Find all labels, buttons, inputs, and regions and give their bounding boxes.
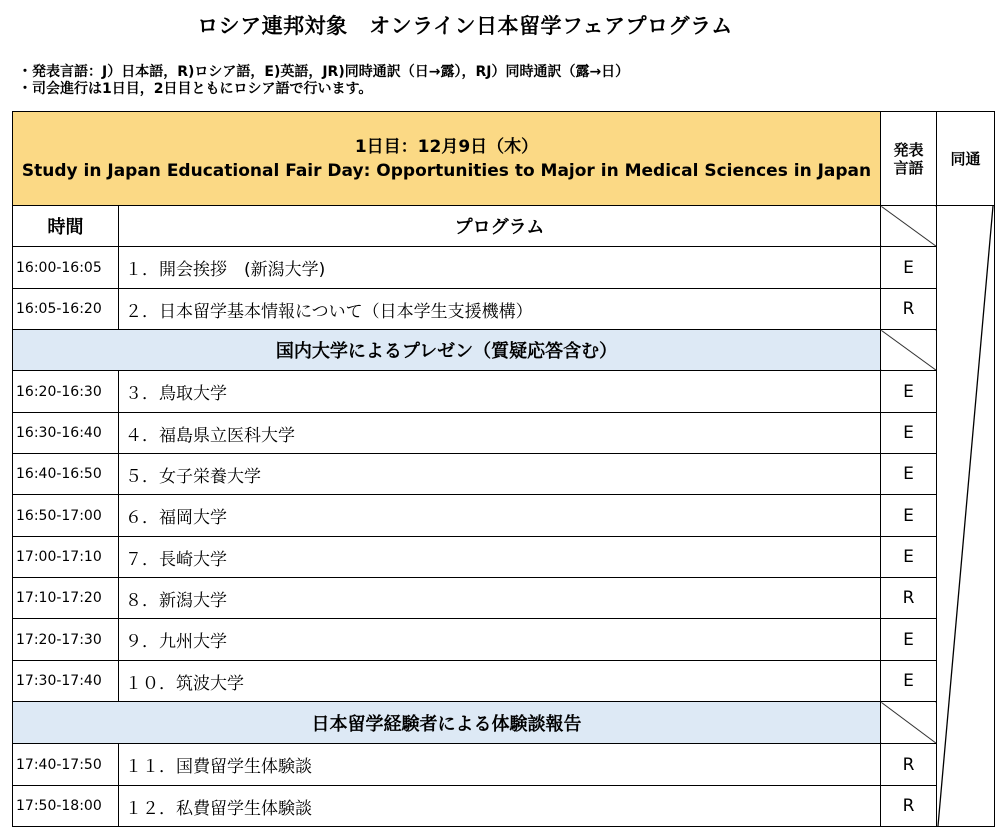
- table-row: [13, 247, 995, 289]
- section-header-experiences: 日本留学経験者による体験談報告: [13, 702, 881, 744]
- fair-subtitle: Study in Japan Educational Fair Day: Opportunities to Major in Medical Sciences in Japan: [21, 160, 872, 181]
- language-cell: R: [881, 744, 937, 786]
- time-cell: 17:20-17:30: [13, 619, 119, 661]
- language-blank-cell: [881, 702, 937, 744]
- table-row: [13, 619, 995, 661]
- time-cell: 16:05-16:20: [13, 289, 119, 330]
- program-cell: １２．私費留学生体験談: [119, 786, 881, 827]
- language-cell: E: [881, 661, 937, 702]
- program-cell: ８．新潟大学: [119, 578, 881, 619]
- language-header-label: 発表言語: [893, 140, 924, 177]
- program-table: [12, 111, 995, 827]
- column-header-row: [13, 206, 995, 247]
- time-column-header: 時間: [13, 206, 119, 247]
- program-cell: １０．筑波大学: [119, 661, 881, 702]
- time-cell: 17:40-17:50: [13, 744, 119, 786]
- program-cell: ４．福島県立医科大学: [119, 413, 881, 454]
- language-cell: R: [881, 786, 937, 827]
- program-cell: ５．女子栄養大学: [119, 454, 881, 495]
- interpretation-column-header: 同通: [937, 112, 995, 206]
- language-cell: E: [881, 247, 937, 289]
- language-cell: R: [881, 578, 937, 619]
- day-label: 1日目：12月9日（木）: [354, 136, 539, 157]
- table-row: [13, 371, 995, 413]
- program-table-frame: [12, 111, 994, 827]
- time-cell: 16:00-16:05: [13, 247, 119, 289]
- time-cell: 16:20-16:30: [13, 371, 119, 413]
- program-cell: ２．日本留学基本情報について（日本学生支援機構）: [119, 289, 881, 330]
- note-languages: ・発表言語：J）日本語，R)ロシア語，E)英語，JR)同時通訳（日→露），RJ）同時通訳（露→日）: [18, 64, 630, 80]
- table-row: [13, 786, 995, 827]
- language-cell: R: [881, 289, 937, 330]
- table-row: [13, 454, 995, 495]
- language-notes: [18, 64, 629, 98]
- table-header-row: [13, 112, 995, 206]
- language-blank-cell: [881, 206, 937, 247]
- interpretation-column-body: [937, 206, 995, 827]
- program-column-header: プログラム: [119, 206, 881, 247]
- language-cell: E: [881, 619, 937, 661]
- time-cell: 16:30-16:40: [13, 413, 119, 454]
- language-cell: E: [881, 537, 937, 578]
- program-cell: ７．長崎大学: [119, 537, 881, 578]
- time-cell: 16:50-17:00: [13, 495, 119, 537]
- language-cell: E: [881, 454, 937, 495]
- day-header: [13, 112, 881, 206]
- table-row: [13, 537, 995, 578]
- language-cell: E: [881, 495, 937, 537]
- table-row: [13, 744, 995, 786]
- table-row: [13, 289, 995, 330]
- program-cell: １１．国費留学生体験談: [119, 744, 881, 786]
- program-cell: ６．福岡大学: [119, 495, 881, 537]
- program-cell: ３．鳥取大学: [119, 371, 881, 413]
- table-row: [13, 413, 995, 454]
- language-blank-cell: [881, 330, 937, 371]
- table-row: [13, 495, 995, 537]
- table-row: [13, 661, 995, 702]
- language-column-header: [881, 112, 937, 206]
- section-row: [13, 330, 995, 371]
- language-cell: E: [881, 413, 937, 454]
- section-row: [13, 702, 995, 744]
- time-cell: 16:40-16:50: [13, 454, 119, 495]
- page-title: ロシア連邦対象 オンライン日本留学フェアプログラム: [197, 14, 733, 38]
- time-cell: 17:50-18:00: [13, 786, 119, 827]
- program-cell: １．開会挨拶 (新潟大学): [119, 247, 881, 289]
- time-cell: 17:30-17:40: [13, 661, 119, 702]
- time-cell: 17:00-17:10: [13, 537, 119, 578]
- program-cell: ９．九州大学: [119, 619, 881, 661]
- language-cell: E: [881, 371, 937, 413]
- note-moderation: ・司会進行は1日目，2日目ともにロシア語で行います。: [18, 81, 373, 97]
- time-cell: 17:10-17:20: [13, 578, 119, 619]
- section-header-presentations: 国内大学によるプレゼン（質疑応答含む）: [13, 330, 881, 371]
- table-row: [13, 578, 995, 619]
